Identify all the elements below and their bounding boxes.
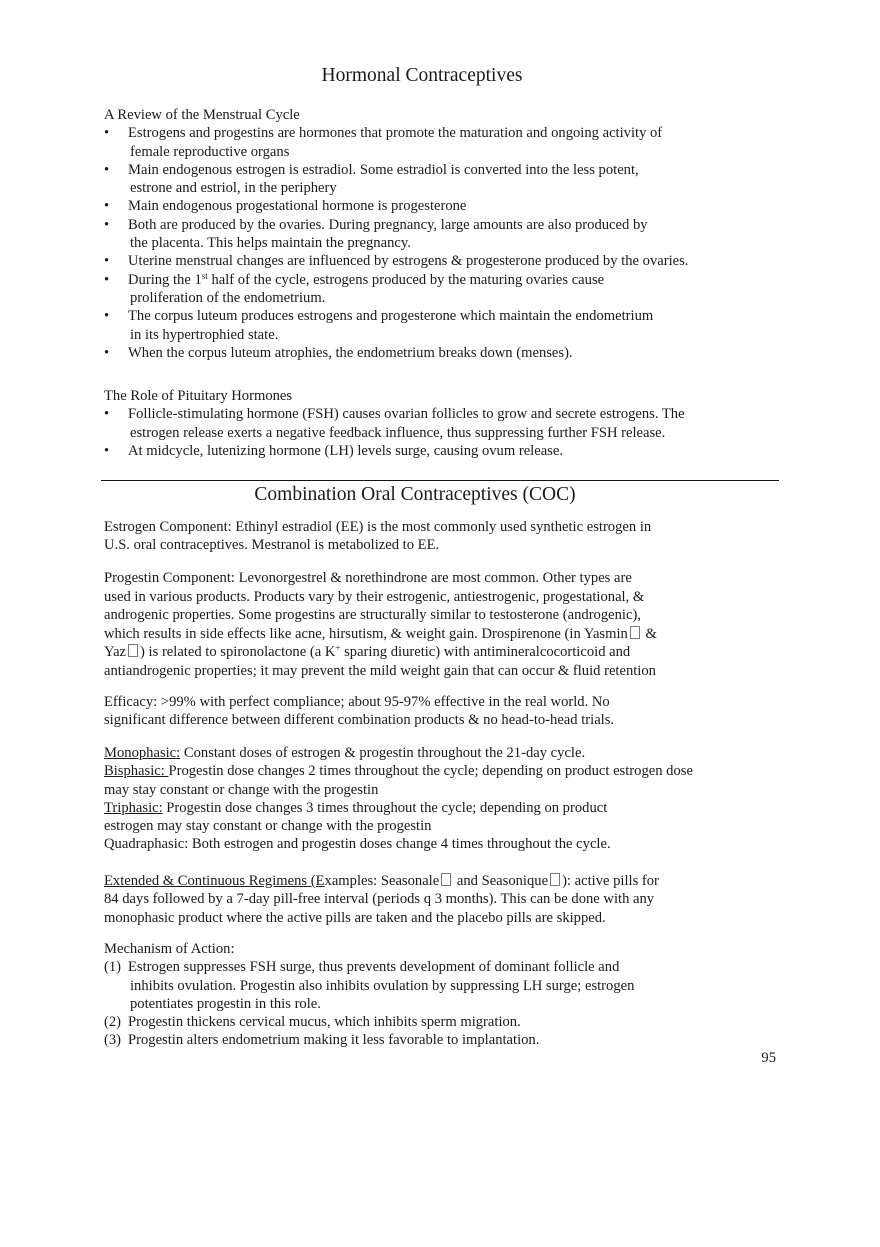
list-item: • Uterine menstrual changes are influenced by estrogens & progesterone produced by the ovaries. xyxy=(104,253,689,270)
menstrual-cycle-section xyxy=(104,106,688,362)
progestin-component-paragraph: Progestin Component: Levonorgestrel & norethindrone are most common. Other types are used in various products. Products vary by their estrogenic, antiestrogenic, progestational, & androgenic properties. Some progestins are structurally similar to testosterone (androgenic), which results in side effects like acne, hirsutism, & weight gain. Drospirenone (in Yasmin & Yaz ) is related to spironolactone (a K+ sparing diuretic) with antimineralcocorticoid and antiandrogenic properties; it may prevent the mild weight gain that can occur & fluid retention xyxy=(104,570,657,679)
list-item: • The corpus luteum produces estrogens and progesterone which maintain the endometrium in its hypertrophied state. xyxy=(104,308,654,343)
bisphasic-label: Bisphasic: xyxy=(104,763,169,780)
pituitary-heading: The Role of Pituitary Hormones xyxy=(104,388,293,404)
list-item: • Main endogenous progestational hormone is progesterone xyxy=(104,198,467,215)
pituitary-section xyxy=(104,387,685,460)
estrogen-component-paragraph: Estrogen Component: Ethinyl estradiol (EE) is the most commonly used synthetic estrogen in U.S. oral contraceptives. Mestranol is metabolized to EE. xyxy=(104,519,652,554)
trademark-symbol-icon xyxy=(630,626,640,639)
monophasic-label: Monophasic: xyxy=(104,745,181,761)
page-title: Hormonal Contraceptives xyxy=(321,65,523,86)
list-item: (1) Estrogen suppresses FSH surge, thus prevents development of dominant follicle and inhibits ovulation. Progestin also inhibits ovulation by suppressing LH surge; estrogen potentiates progestin in this role. xyxy=(104,959,635,1012)
list-item: • Estrogens and progestins are hormones that promote the maturation and ongoing activity of female reproductive organs xyxy=(104,125,663,160)
extended-regimens-label: Extended & Continuous Regimens (E xyxy=(104,873,325,889)
trademark-symbol-icon xyxy=(441,873,451,886)
trademark-symbol-icon xyxy=(550,873,560,886)
mechanism-heading: Mechanism of Action: xyxy=(104,941,235,957)
extended-regimens-paragraph: Extended & Continuous Regimens (Examples: Seasonale and Seasonique ): active pills for 84 days followed by a 7-day pill-free interval (periods q 3 months). This can be done with any monophasic product where the active pills are taken and the placebo pills are skipped. xyxy=(104,873,659,926)
list-item: • Follicle-stimulating hormone (FSH) causes ovarian follicles to grow and secrete estrogens. The estrogen release exerts a negative feedback influence, thus suppressing further FSH release. xyxy=(104,406,685,441)
phasic-types-paragraph: Monophasic: Constant doses of estrogen & progestin throughout the 21-day cycle. Bisphasic: Progestin dose changes 2 times throughout the cycle; depending on product estrogen dose may stay constant or change with the progestin Triphasic: Progestin dose changes 3 times throughout the cycle; depending on product estrogen may stay constant or change with the progestin Quadraphasic: Both estrogen and progestin doses change 4 times throughout the cycle. xyxy=(104,745,693,853)
menstrual-bullet-list xyxy=(104,124,688,362)
mechanism-list xyxy=(104,958,634,1049)
efficacy-paragraph: Efficacy: >99% with perfect compliance; about 95-97% effective in the real world. No significant difference between different combination products & no head-to-head trials. xyxy=(104,694,615,729)
triphasic-label: Triphasic: xyxy=(104,799,163,816)
mechanism-section xyxy=(104,940,634,1050)
section-divider xyxy=(101,480,779,481)
list-item: • At midcycle, lutenizing hormone (LH) levels surge, causing ovum release. xyxy=(104,442,563,459)
list-item: • Both are produced by the ovaries. During pregnancy, large amounts are also produced by the placenta. This helps maintain the pregnancy. xyxy=(104,216,648,252)
pituitary-bullet-list xyxy=(104,405,685,460)
list-item: • Main endogenous estrogen is estradiol. Some estradiol is converted into the less potent, estrone and estriol, in the periphery xyxy=(104,161,639,197)
list-item: • When the corpus luteum atrophies, the endometrium breaks down (menses). xyxy=(104,344,573,361)
page-number: 95 xyxy=(761,1050,776,1066)
list-item: (3) Progestin alters endometrium making it less favorable to implantation. xyxy=(104,1032,540,1049)
coc-title: Combination Oral Contraceptives (COC) xyxy=(254,484,576,505)
list-item: • During the 1st half of the cycle, estrogens produced by the maturing ovaries cause proliferation of the endometrium. xyxy=(104,270,605,306)
trademark-symbol-icon xyxy=(128,644,138,657)
list-item: (2) Progestin thickens cervical mucus, which inhibits sperm migration. xyxy=(104,1014,521,1031)
menstrual-cycle-heading: A Review of the Menstrual Cycle xyxy=(104,107,300,123)
